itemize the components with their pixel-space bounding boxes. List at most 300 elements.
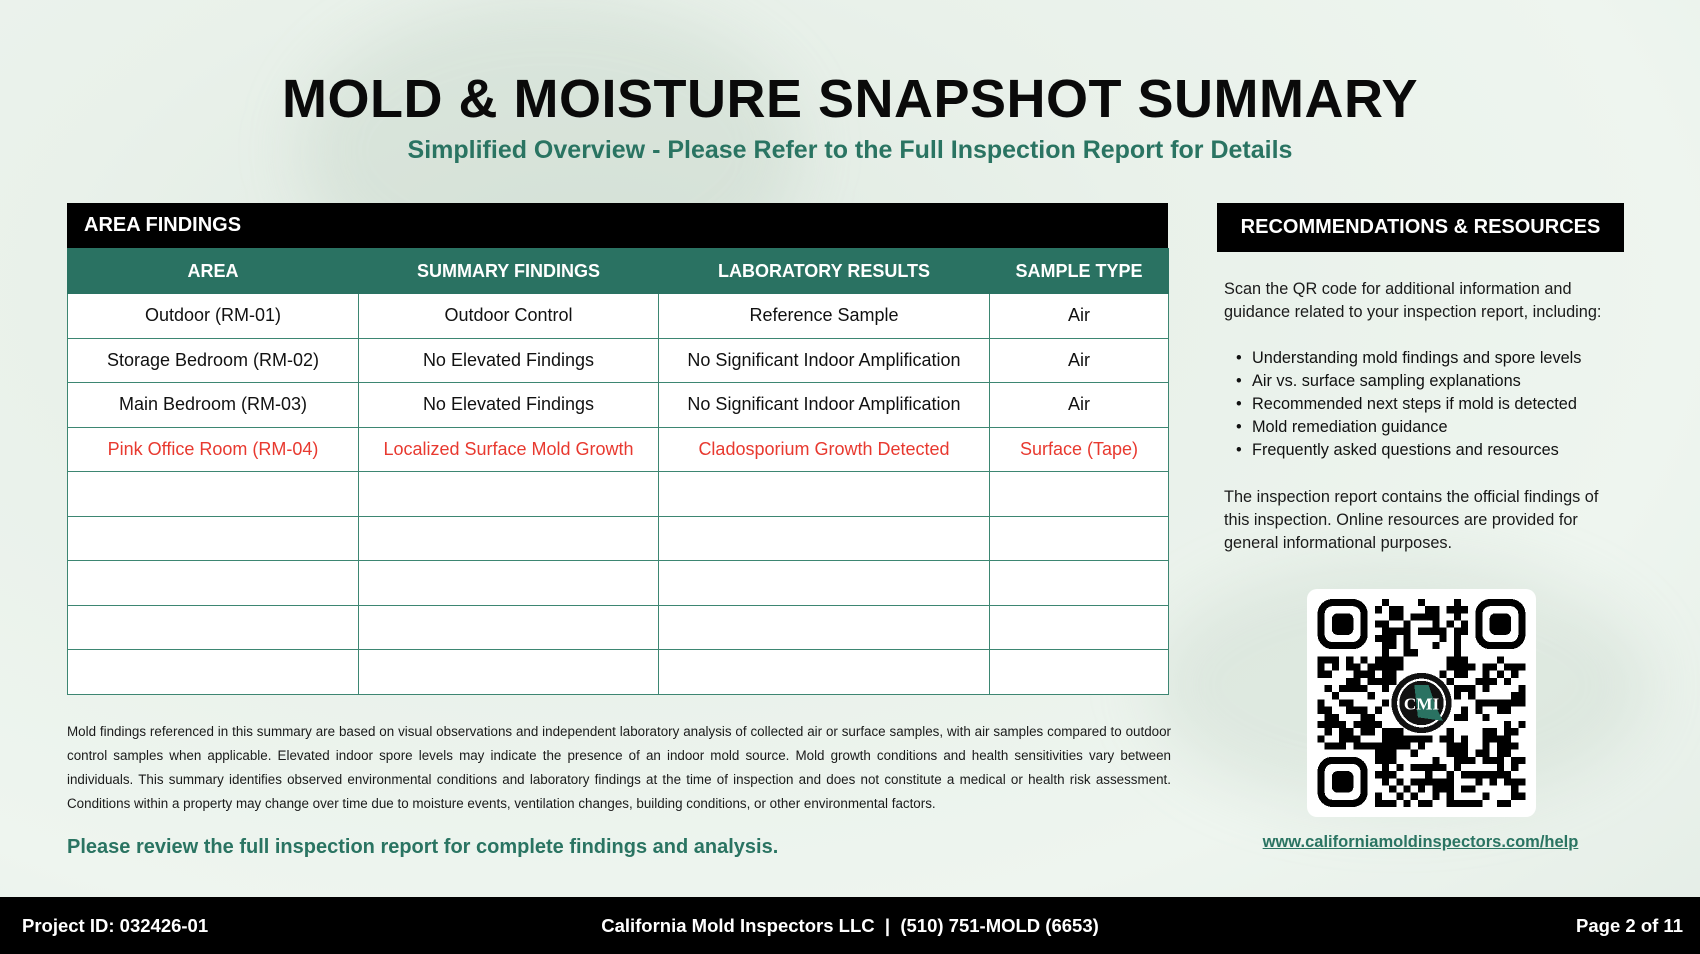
qr-module [1461, 664, 1468, 671]
qr-module [1447, 664, 1454, 671]
qr-module [1346, 678, 1353, 685]
qr-module [1497, 800, 1504, 807]
lab-results-cell: No Significant Indoor Amplification [659, 383, 990, 428]
qr-module [1511, 692, 1518, 699]
lab-results-cell [659, 650, 990, 695]
summary-cell [359, 472, 659, 517]
qr-module [1447, 793, 1454, 800]
qr-module [1361, 742, 1368, 749]
area-cell [68, 516, 359, 561]
qr-module [1332, 714, 1339, 721]
qr-module [1490, 664, 1497, 671]
qr-module [1461, 800, 1468, 807]
page-subtitle: Simplified Overview - Please Refer to the Full Inspection Report for Details [407, 136, 1293, 164]
qr-module [1418, 735, 1425, 742]
summary-cell [359, 650, 659, 695]
area-cell: Main Bedroom (RM-03) [68, 383, 359, 428]
qr-module [1325, 685, 1332, 692]
qr-module [1375, 721, 1382, 728]
summary-cell: Outdoor Control [359, 294, 659, 339]
qr-module [1382, 750, 1389, 757]
qr-module [1404, 735, 1411, 742]
qr-module [1490, 613, 1512, 635]
qr-module [1382, 664, 1389, 671]
table-row [68, 294, 1169, 339]
qr-module [1389, 757, 1396, 764]
qr-module [1468, 685, 1475, 692]
sample-type-cell: Air [990, 338, 1169, 383]
lab-results-cell: Reference Sample [659, 294, 990, 339]
qr-module [1404, 785, 1411, 792]
empty-table-row [68, 561, 1169, 606]
qr-module [1382, 742, 1389, 749]
qr-module [1325, 721, 1332, 728]
qr-module [1497, 656, 1504, 663]
qr-module [1454, 635, 1461, 642]
qr-module [1511, 699, 1518, 706]
qr-module [1454, 685, 1461, 692]
qr-module [1418, 785, 1425, 792]
qr-module [1425, 771, 1432, 778]
qr-module [1518, 793, 1525, 800]
qr-module [1382, 757, 1389, 764]
qr-module [1318, 721, 1325, 728]
qr-module [1396, 764, 1403, 771]
qr-module [1504, 707, 1511, 714]
qr-code[interactable] [1307, 589, 1536, 817]
resources-title: RECOMMENDATIONS & RESOURCES [1217, 203, 1624, 252]
qr-module [1511, 757, 1518, 764]
qr-module [1454, 606, 1461, 613]
empty-table-row [68, 516, 1169, 561]
qr-module [1411, 750, 1418, 757]
qr-module [1425, 628, 1432, 635]
qr-module [1353, 707, 1360, 714]
qr-module [1482, 678, 1489, 685]
qr-module [1346, 735, 1353, 742]
qr-module [1325, 671, 1332, 678]
qr-module [1511, 793, 1518, 800]
qr-module [1439, 785, 1446, 792]
qr-module [1454, 692, 1461, 699]
sample-type-cell [990, 561, 1169, 606]
qr-module [1382, 778, 1389, 785]
qr-module [1475, 778, 1482, 785]
sample-type-cell: Air [990, 294, 1169, 339]
qr-module [1368, 678, 1375, 685]
qr-module [1482, 757, 1489, 764]
qr-module [1425, 778, 1432, 785]
resources-note: The inspection report contains the official findings of this inspection. Online resources are provided for general informational purposes. [1224, 488, 1599, 552]
qr-module [1404, 642, 1411, 649]
qr-module [1389, 664, 1396, 671]
qr-module [1468, 785, 1475, 792]
qr-module [1511, 764, 1518, 771]
qr-module [1468, 664, 1475, 671]
qr-module [1368, 664, 1375, 671]
summary-cell [359, 605, 659, 650]
qr-module [1447, 678, 1454, 685]
qr-module [1439, 778, 1446, 785]
qr-module [1339, 728, 1346, 735]
qr-module [1454, 649, 1461, 656]
qr-module [1482, 742, 1489, 749]
area-cell: Pink Office Room (RM-04) [68, 427, 359, 472]
area-cell: Outdoor (RM-01) [68, 294, 359, 339]
qr-module [1482, 793, 1489, 800]
qr-module [1504, 742, 1511, 749]
area-cell: Storage Bedroom (RM-02) [68, 338, 359, 383]
qr-module [1461, 656, 1468, 663]
qr-module [1468, 771, 1475, 778]
qr-module [1368, 692, 1375, 699]
qr-module [1325, 714, 1332, 721]
footer [0, 897, 1700, 954]
qr-module [1497, 671, 1504, 678]
list-item: • Frequently asked questions and resources [1224, 439, 1581, 462]
qr-module [1497, 750, 1504, 757]
qr-module [1432, 628, 1439, 635]
qr-module [1518, 692, 1525, 699]
qr-module [1461, 735, 1468, 742]
qr-module [1482, 685, 1489, 692]
qr-module [1454, 714, 1461, 721]
qr-module [1382, 771, 1389, 778]
qr-module [1439, 764, 1446, 771]
list-item: • Understanding mold findings and spore levels [1224, 347, 1581, 370]
qr-module [1432, 764, 1439, 771]
summary-cell: No Elevated Findings [359, 338, 659, 383]
qr-module [1439, 628, 1446, 635]
qr-module [1353, 678, 1360, 685]
qr-code-image [1317, 599, 1526, 807]
qr-module [1504, 721, 1511, 728]
qr-module [1404, 649, 1411, 656]
resources-list [1224, 347, 1581, 462]
qr-module [1353, 671, 1360, 678]
qr-module [1454, 642, 1461, 649]
qr-module [1418, 764, 1425, 771]
qr-module [1318, 656, 1325, 663]
qr-module [1396, 778, 1403, 785]
qr-module [1497, 699, 1504, 706]
qr-module [1497, 707, 1504, 714]
resources-intro: Scan the QR code for additional information and guidance related to your inspection report, including: [1224, 280, 1602, 321]
qr-module [1382, 764, 1389, 771]
qr-module [1332, 771, 1354, 793]
qr-module [1339, 699, 1346, 706]
qr-module [1432, 778, 1439, 785]
qr-module [1454, 664, 1461, 671]
qr-module [1346, 685, 1353, 692]
qr-module [1447, 621, 1454, 628]
disclaimer-text: Mold findings referenced in this summary are based on visual observations and independent laboratory analysis of collected air or surface samples, with air samples compared to outdoor control samples when applicable. Elevated indoor spore levels may indicate the presence of an indoor mold source. Mold growth conditions and health sensitivities vary between individuals. This summary identifies observed environmental conditions and laboratory findings at the time of inspection and does not constitute a medical or health risk assessment. Conditions within a property may change over time due to moisture events, ventilation changes, building conditions, or other environmental factors. [67, 724, 1171, 811]
qr-module [1332, 656, 1339, 663]
qr-module [1447, 742, 1454, 749]
qr-module [1511, 664, 1518, 671]
qr-module [1382, 735, 1389, 742]
qr-module [1475, 678, 1482, 685]
qr-module [1404, 628, 1411, 635]
qr-module [1353, 664, 1360, 671]
qr-module [1518, 685, 1525, 692]
qr-module [1461, 757, 1468, 764]
empty-table-row [68, 650, 1169, 695]
qr-module [1432, 606, 1439, 613]
qr-module [1389, 678, 1396, 685]
qr-module [1375, 664, 1382, 671]
qr-module [1375, 750, 1382, 757]
qr-module [1497, 757, 1504, 764]
qr-module [1504, 771, 1511, 778]
qr-module [1518, 664, 1525, 671]
area-findings-table [67, 203, 1168, 695]
qr-module [1382, 635, 1389, 642]
qr-module [1361, 728, 1368, 735]
qr-module [1425, 735, 1432, 742]
list-item: • Mold remediation guidance [1224, 416, 1581, 439]
qr-module [1396, 628, 1403, 635]
qr-module [1461, 771, 1468, 778]
qr-module [1389, 735, 1396, 742]
qr-module [1396, 656, 1403, 663]
qr-module [1418, 599, 1425, 606]
qr-module [1396, 606, 1403, 613]
qr-module [1339, 685, 1346, 692]
empty-table-row [68, 472, 1169, 517]
qr-module [1361, 656, 1368, 663]
qr-module [1353, 721, 1360, 728]
qr-module [1332, 742, 1339, 749]
column-header-area: AREA [68, 249, 359, 294]
qr-module [1447, 785, 1454, 792]
qr-module [1461, 785, 1468, 792]
qr-module [1454, 757, 1461, 764]
qr-module [1375, 793, 1382, 800]
qr-module [1504, 778, 1511, 785]
qr-module [1375, 606, 1382, 613]
qr-module [1490, 757, 1497, 764]
qr-module [1454, 742, 1461, 749]
qr-module [1447, 771, 1454, 778]
qr-module [1332, 692, 1339, 699]
qr-module [1382, 628, 1389, 635]
qr-module [1432, 757, 1439, 764]
list-item: • Air vs. surface sampling explanations [1224, 370, 1581, 393]
company-contact: California Mold Inspectors LLC | (510) 751-MOLD (6653) [601, 915, 1099, 936]
qr-module [1475, 750, 1482, 757]
qr-module [1389, 728, 1396, 735]
qr-module [1375, 678, 1382, 685]
qr-module [1490, 735, 1497, 742]
qr-module [1382, 599, 1389, 606]
lab-results-cell: No Significant Indoor Amplification [659, 338, 990, 383]
qr-module [1375, 771, 1382, 778]
qr-module [1461, 714, 1468, 721]
area-findings-title: AREA FINDINGS [67, 203, 1168, 248]
qr-module [1482, 699, 1489, 706]
qr-module [1382, 678, 1389, 685]
sample-type-cell [990, 650, 1169, 695]
qr-module [1482, 771, 1489, 778]
qr-module [1346, 664, 1353, 671]
qr-module [1497, 764, 1504, 771]
qr-module [1504, 735, 1511, 742]
area-cell [68, 472, 359, 517]
qr-module [1490, 771, 1497, 778]
qr-module [1454, 800, 1461, 807]
qr-module [1389, 656, 1396, 663]
qr-module [1404, 742, 1411, 749]
qr-module [1361, 685, 1368, 692]
qr-module [1468, 757, 1475, 764]
qr-module [1454, 671, 1461, 678]
qr-module [1511, 728, 1518, 735]
qr-module [1454, 750, 1461, 757]
qr-module [1375, 800, 1382, 807]
qr-module [1425, 613, 1432, 620]
qr-module [1411, 764, 1418, 771]
qr-module [1375, 635, 1382, 642]
qr-module [1482, 735, 1489, 742]
qr-module [1518, 757, 1525, 764]
qr-module [1382, 649, 1389, 656]
qr-module [1418, 628, 1425, 635]
qr-module [1518, 778, 1525, 785]
qr-module [1490, 699, 1497, 706]
list-item: • Recommended next steps if mold is detected [1224, 393, 1581, 416]
qr-module [1461, 628, 1468, 635]
qr-module [1332, 664, 1339, 671]
qr-module [1396, 664, 1403, 671]
qr-module [1318, 735, 1325, 742]
qr-module [1339, 742, 1346, 749]
qr-module [1482, 671, 1489, 678]
qr-module [1447, 656, 1454, 663]
qr-module [1432, 621, 1439, 628]
qr-module [1511, 785, 1518, 792]
sample-type-cell: Air [990, 383, 1169, 428]
qr-module [1389, 800, 1396, 807]
qr-module [1518, 721, 1525, 728]
qr-module [1346, 656, 1353, 663]
qr-module [1325, 707, 1332, 714]
qr-module [1396, 742, 1403, 749]
qr-module [1389, 771, 1396, 778]
qr-module [1318, 671, 1325, 678]
qr-module [1318, 707, 1325, 714]
qr-module [1490, 778, 1497, 785]
qr-module [1511, 778, 1518, 785]
qr-module [1368, 671, 1375, 678]
qr-module [1504, 678, 1511, 685]
qr-module [1454, 656, 1461, 663]
qr-module [1439, 735, 1446, 742]
qr-module [1368, 721, 1375, 728]
qr-module [1389, 613, 1396, 620]
qr-module [1346, 707, 1353, 714]
qr-module [1447, 606, 1454, 613]
area-cell [68, 650, 359, 695]
qr-module [1447, 778, 1454, 785]
qr-module [1461, 742, 1468, 749]
qr-module [1447, 800, 1454, 807]
qr-module [1511, 742, 1518, 749]
qr-module [1418, 800, 1425, 807]
qr-module [1447, 735, 1454, 742]
qr-module [1382, 621, 1389, 628]
qr-module [1418, 778, 1425, 785]
qr-module [1353, 742, 1360, 749]
qr-module [1368, 742, 1375, 749]
qr-module [1382, 685, 1389, 692]
qr-module [1482, 664, 1489, 671]
qr-module [1504, 728, 1511, 735]
table-row [68, 338, 1169, 383]
qr-module [1382, 656, 1389, 663]
qr-module [1375, 742, 1382, 749]
qr-module [1396, 728, 1403, 735]
sample-type-cell: Surface (Tape) [990, 427, 1169, 472]
qr-module [1461, 606, 1468, 613]
qr-module [1468, 692, 1475, 699]
qr-module [1497, 735, 1504, 742]
qr-module [1468, 800, 1475, 807]
sample-type-cell [990, 472, 1169, 517]
area-cell [68, 561, 359, 606]
help-link[interactable]: www.californiamoldinspectors.com/help [1262, 833, 1579, 851]
area-cell [68, 605, 359, 650]
summary-cell: No Elevated Findings [359, 383, 659, 428]
qr-module [1482, 750, 1489, 757]
qr-module [1375, 656, 1382, 663]
qr-module [1425, 800, 1432, 807]
qr-module [1404, 635, 1411, 642]
table-row [68, 427, 1169, 472]
qr-module [1361, 707, 1368, 714]
qr-module [1389, 742, 1396, 749]
qr-module [1339, 721, 1346, 728]
qr-module [1325, 728, 1332, 735]
lab-results-cell [659, 605, 990, 650]
qr-module [1339, 735, 1346, 742]
qr-module [1396, 735, 1403, 742]
lab-results-cell [659, 516, 990, 561]
qr-module [1475, 699, 1482, 706]
qr-module [1411, 735, 1418, 742]
column-header-sample-type: SAMPLE TYPE [990, 249, 1169, 294]
qr-module [1382, 671, 1389, 678]
qr-module [1353, 685, 1360, 692]
qr-module [1396, 613, 1403, 620]
qr-module [1353, 735, 1360, 742]
qr-module [1461, 621, 1468, 628]
qr-module [1432, 793, 1439, 800]
qr-module [1382, 800, 1389, 807]
qr-module [1447, 728, 1454, 735]
table-row [68, 383, 1169, 428]
qr-module [1411, 778, 1418, 785]
qr-module [1375, 707, 1382, 714]
qr-module [1418, 742, 1425, 749]
qr-module [1382, 642, 1389, 649]
qr-module [1368, 714, 1375, 721]
qr-module [1425, 764, 1432, 771]
qr-module [1389, 750, 1396, 757]
qr-module [1389, 671, 1396, 678]
qr-module [1439, 635, 1446, 642]
lab-results-cell [659, 561, 990, 606]
